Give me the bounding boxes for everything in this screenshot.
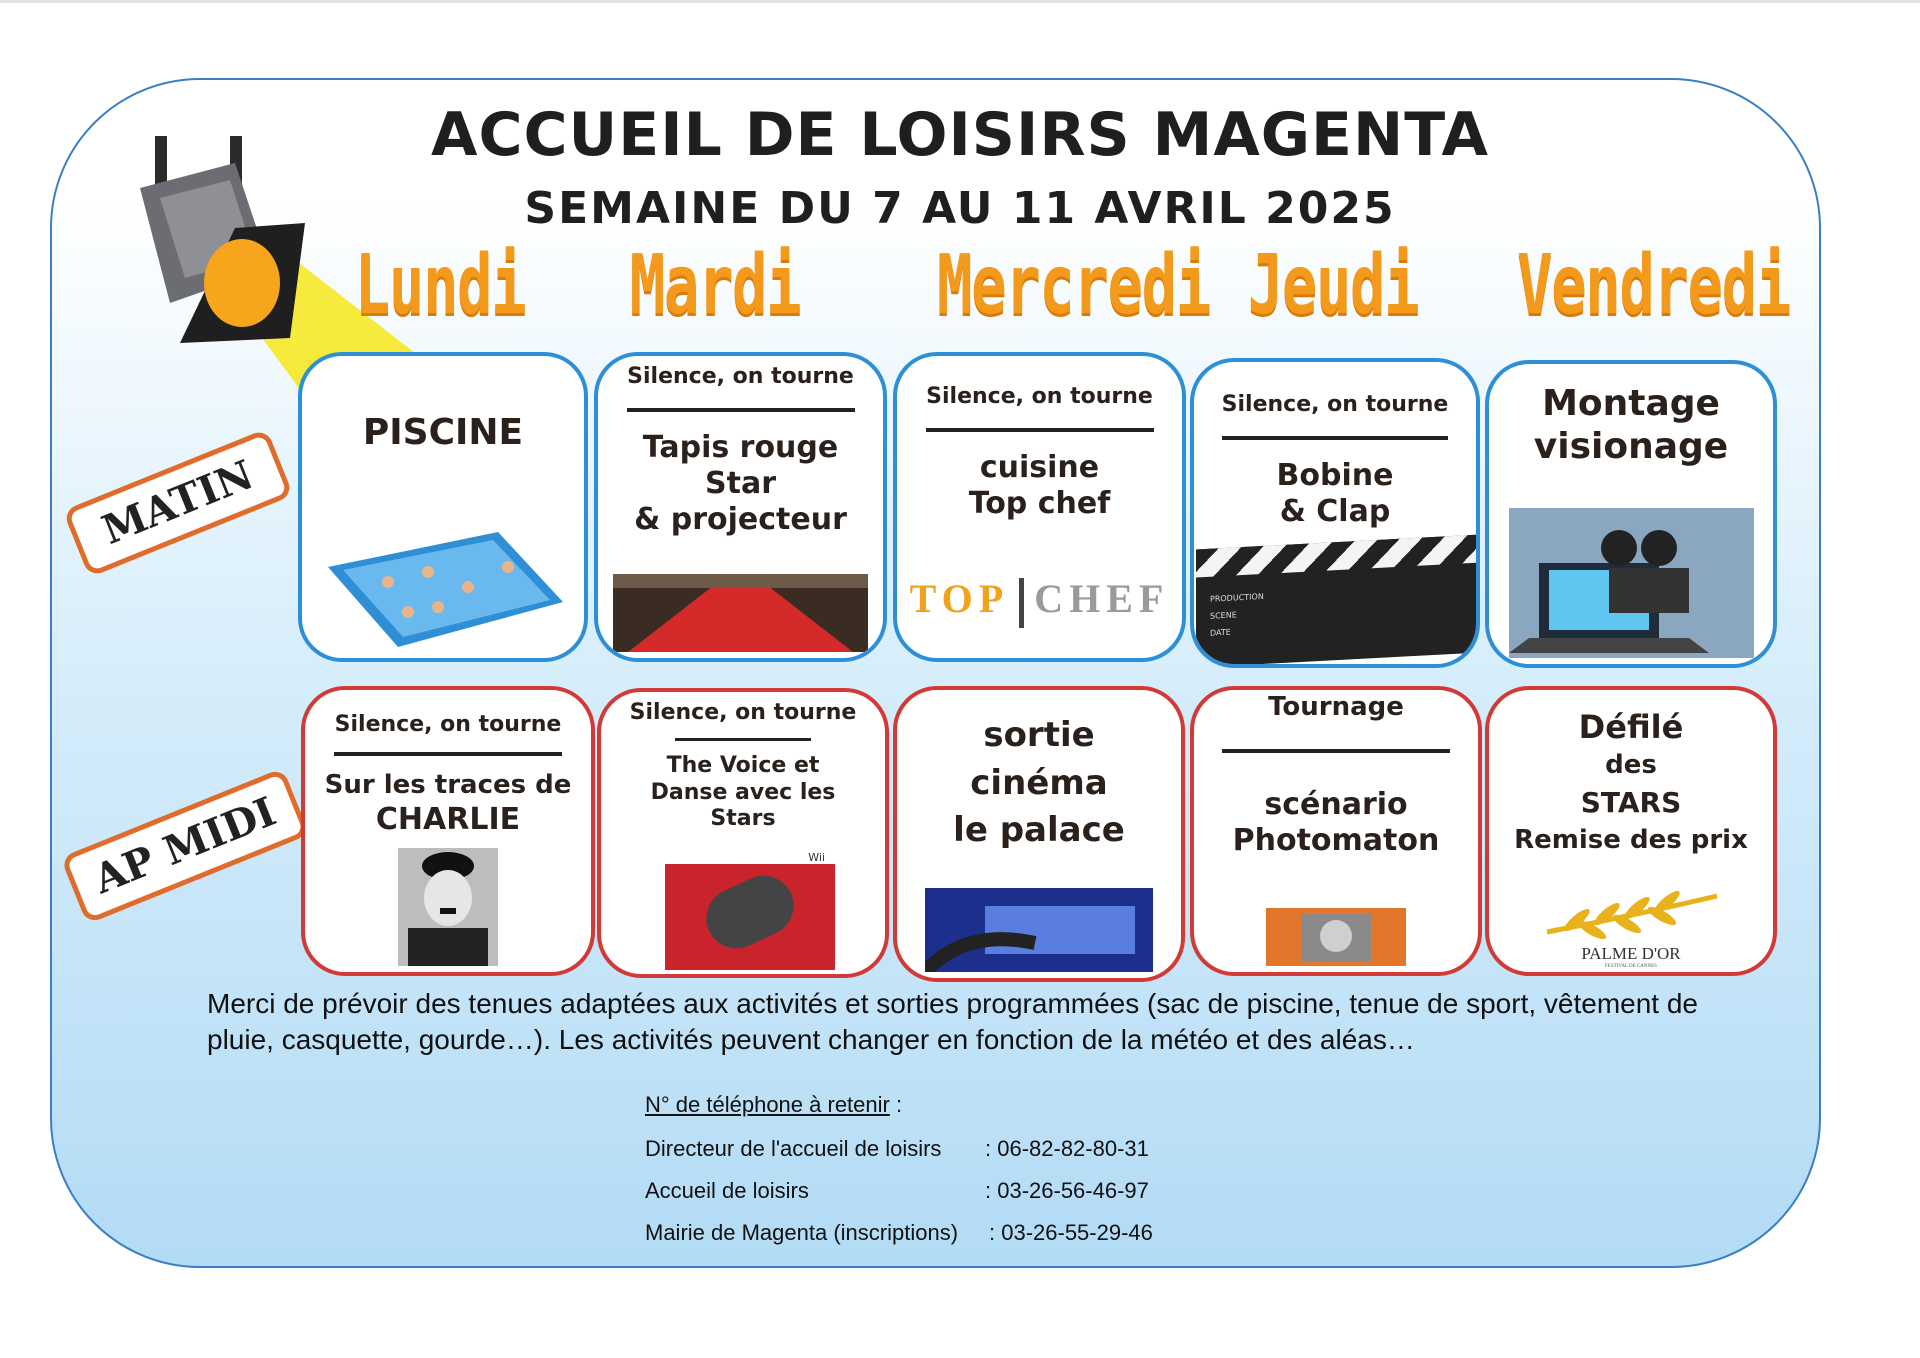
- activity-line: Remise des prix: [1514, 825, 1748, 856]
- palme-dor-illustration: [1537, 886, 1727, 940]
- activity-title: PISCINE: [362, 412, 524, 453]
- contact-phone: : 03-26-56-46-97: [985, 1178, 1149, 1203]
- activity-line: & projecteur: [634, 502, 847, 538]
- logo-word: TOP: [909, 576, 1010, 622]
- clapperboard-illustration: [1196, 535, 1480, 668]
- page-top-edge: [0, 0, 1920, 3]
- top-chef-logo: [897, 575, 1182, 628]
- activity-line: des: [1605, 750, 1657, 781]
- activity-line: Star: [705, 466, 776, 502]
- page-title: ACCUEIL DE LOISIRS MAGENTA: [431, 100, 1489, 170]
- notice-text: Merci de prévoir des tenues adaptées aux activités et sorties programmées (sac de piscine, tenue de sport, vêtement de pluie, casquette, gourde…). Les activités peuvent changer en fonction de la météo et des aléas…: [207, 988, 1698, 1055]
- day-jeudi: Jeudi: [1247, 238, 1419, 333]
- period-label-afternoon: AP MIDI: [60, 768, 309, 925]
- activity-line: Photomaton: [1232, 823, 1440, 859]
- contacts-heading: N° de téléphone à retenir: [645, 1092, 890, 1117]
- activity-card-thursday-afternoon: [1190, 686, 1482, 976]
- activity-line: le palace: [953, 810, 1125, 851]
- activity-line: The Voice et: [666, 753, 820, 779]
- activity-line: cinéma: [970, 762, 1108, 803]
- activity-heading: Silence, on tourne: [629, 700, 857, 725]
- day-lundi: Lundi: [354, 238, 526, 333]
- activity-heading: Silence, on tourne: [926, 384, 1153, 409]
- activity-card-thursday-morning: [1190, 358, 1480, 668]
- heading-divider: [675, 738, 811, 741]
- activity-line: Montage: [1542, 383, 1720, 424]
- the-voice-cover-illustration: [665, 852, 835, 970]
- clapper-field: SCENE: [1210, 610, 1237, 621]
- contacts-heading-row: [645, 1092, 902, 1118]
- activity-card-wednesday-afternoon: [893, 686, 1185, 982]
- contact-phone: : 06-82-82-80-31: [985, 1136, 1149, 1161]
- page-subtitle: SEMAINE DU 7 AU 11 AVRIL 2025: [524, 183, 1396, 234]
- period-label-morning: MATIN: [63, 428, 294, 577]
- heading-divider: [1222, 436, 1448, 440]
- contacts-heading-colon: :: [889, 1092, 903, 1117]
- film-camera-illustration: [1509, 508, 1754, 658]
- clapper-field: DATE: [1210, 627, 1231, 638]
- activity-heading: Silence, on tourne: [627, 364, 854, 389]
- activity-line: Défilé: [1578, 708, 1684, 746]
- palme-dor-caption: PALME D'OR: [1581, 944, 1681, 963]
- contact-label: Accueil de loisirs: [645, 1178, 809, 1203]
- contact-phone: : 03-26-55-29-46: [989, 1220, 1153, 1245]
- activity-line: Tapis rouge: [642, 430, 839, 466]
- contact-label: Directeur de l'accueil de loisirs: [645, 1136, 942, 1161]
- chaplin-illustration: [398, 848, 498, 966]
- activity-line: Sur les traces de: [324, 770, 572, 801]
- activity-line: scénario: [1264, 787, 1408, 823]
- activity-card-monday-morning: [298, 352, 588, 662]
- contact-label: Mairie de Magenta (inscriptions): [645, 1220, 959, 1245]
- palme-dor-subcaption: FESTIVAL DE CANNES: [1605, 964, 1657, 969]
- pool-illustration: [318, 512, 568, 652]
- activity-card-friday-afternoon: [1485, 686, 1777, 976]
- activity-line: Stars: [710, 806, 776, 832]
- day-mardi: Mardi: [629, 238, 801, 333]
- activity-line: CHARLIE: [375, 801, 521, 837]
- activity-line: & Clap: [1279, 494, 1391, 530]
- activity-heading: Silence, on tourne: [1221, 392, 1449, 417]
- day-mercredi: Mercredi: [937, 238, 1210, 333]
- heading-divider: [334, 752, 563, 756]
- activity-heading: Tournage: [1268, 692, 1404, 722]
- activity-card-friday-morning: [1485, 360, 1777, 668]
- heading-divider: [926, 428, 1154, 432]
- activity-card-tuesday-afternoon: [597, 688, 889, 978]
- activity-line: visionage: [1533, 426, 1729, 468]
- activity-line: cuisine: [979, 450, 1100, 486]
- photo-booth-illustration: [1266, 908, 1406, 966]
- activity-card-tuesday-morning: [594, 352, 887, 662]
- heading-divider: [1222, 749, 1449, 753]
- activity-heading: Silence, on tourne: [334, 712, 562, 737]
- activity-line: STARS: [1580, 785, 1682, 819]
- activity-line: Bobine: [1276, 458, 1394, 494]
- clapper-field: PRODUCTION: [1210, 591, 1264, 604]
- day-vendredi: Vendredi: [1517, 238, 1790, 333]
- red-carpet-illustration: [613, 574, 868, 652]
- heading-divider: [627, 408, 855, 412]
- logo-word: CHEF: [1034, 576, 1170, 622]
- activity-card-wednesday-morning: [893, 352, 1186, 662]
- activity-line: Top chef: [968, 486, 1111, 522]
- cinema-illustration: [925, 888, 1153, 972]
- activity-card-monday-afternoon: [301, 686, 595, 976]
- wii-badge: Wii: [665, 852, 835, 864]
- activity-line: sortie: [983, 715, 1095, 755]
- activity-line: Danse avec les: [650, 779, 836, 805]
